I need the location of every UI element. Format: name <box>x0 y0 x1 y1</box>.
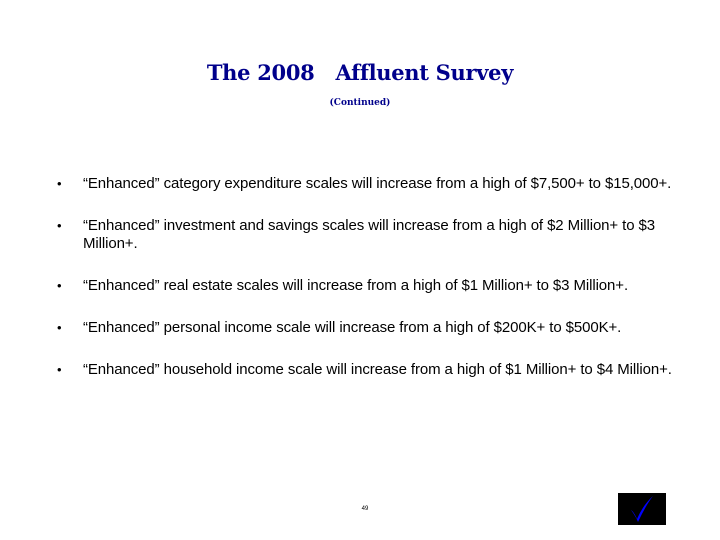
bullet-item <box>57 175 697 193</box>
slide-subtitle: (Continued) <box>329 98 391 108</box>
bullet-item <box>57 319 697 337</box>
bullet-dot: • <box>57 320 62 335</box>
bullet-list <box>57 175 697 403</box>
checkmark-icon <box>618 493 666 525</box>
bullet-dot: • <box>57 218 62 233</box>
bullet-text: “Enhanced” category expenditure scales will increase from a high of $7,500+ to $15,000+. <box>83 175 672 192</box>
slide-title: The 2008 Affluent Survey <box>206 60 514 85</box>
bullet-dot: • <box>57 362 62 377</box>
bullet-text: “Enhanced” investment and savings scales will increase from a high of $2 Million+ to $3 Million+. <box>83 217 656 252</box>
page-number: 49 <box>361 506 369 512</box>
checkmark-button[interactable] <box>618 493 666 525</box>
bullet-text: “Enhanced” real estate scales will increase from a high of $1 Million+ to $3 Million+. <box>83 277 629 294</box>
bullet-text: “Enhanced” personal income scale will increase from a high of $200K+ to $500K+. <box>83 319 622 336</box>
bullet-dot: • <box>57 176 62 191</box>
bullet-dot: • <box>57 278 62 293</box>
bullet-text: “Enhanced” household income scale will increase from a high of $1 Million+ to $4 Million+. <box>83 361 672 378</box>
bullet-item <box>57 217 697 253</box>
bullet-item <box>57 277 697 295</box>
bullet-item <box>57 361 697 379</box>
